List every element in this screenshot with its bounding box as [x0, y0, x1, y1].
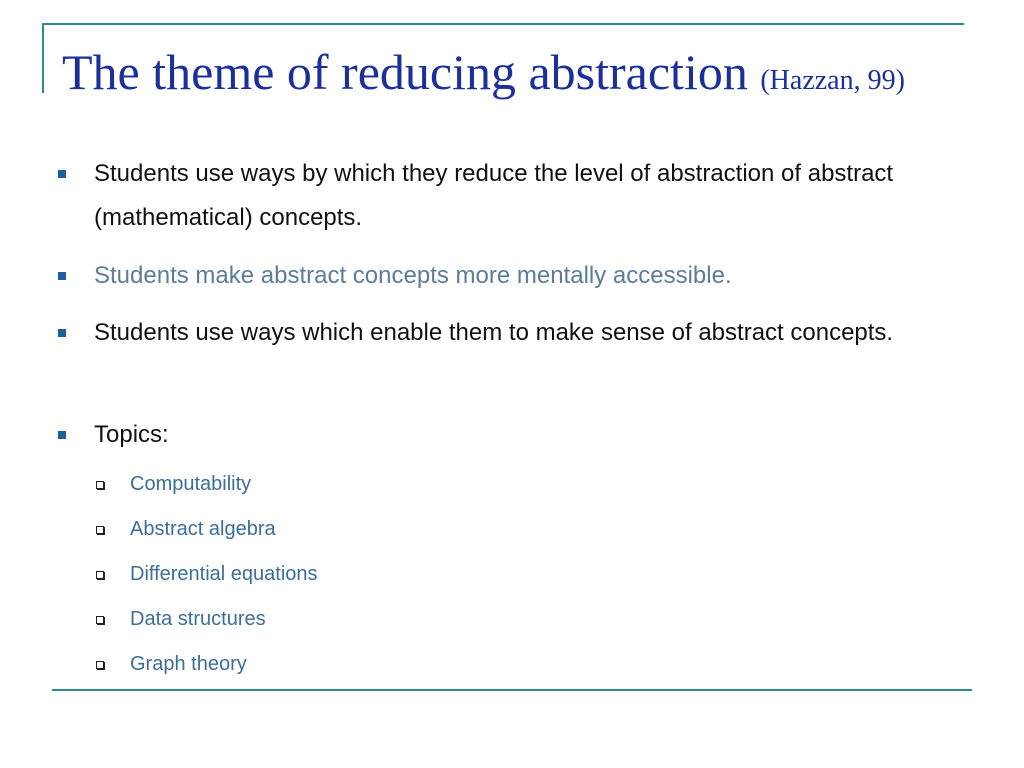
hollow-square-icon	[96, 571, 104, 579]
topic-item: Computability	[130, 473, 252, 495]
filled-square-icon	[58, 272, 66, 280]
filled-square-icon	[58, 431, 66, 439]
bullet-text: Students make abstract concepts more mentally accessible.	[94, 262, 732, 289]
bullet-text: Students use ways by which they reduce the level of abstraction of abstract (mathematical) concepts.	[94, 160, 894, 231]
filled-square-icon	[58, 329, 66, 337]
topic-item: Differential equations	[130, 563, 318, 585]
bullet-text: Students use ways which enable them to make sense of abstract concepts.	[94, 319, 894, 346]
hollow-square-icon	[96, 616, 104, 624]
topic-item: Graph theory	[130, 653, 247, 675]
topic-item: Data structures	[130, 608, 266, 630]
filled-square-icon	[58, 170, 66, 178]
bullet-text: Topics:	[94, 421, 169, 448]
slide-title-text: The theme of reducing abstraction	[62, 44, 748, 100]
slide-citation: (Hazzan, 99)	[760, 65, 905, 96]
hollow-square-icon	[96, 526, 104, 534]
hollow-square-icon	[96, 661, 104, 669]
frame-bottom-rule	[52, 689, 972, 691]
hollow-square-icon	[96, 481, 104, 489]
topic-item: Abstract algebra	[130, 518, 276, 540]
